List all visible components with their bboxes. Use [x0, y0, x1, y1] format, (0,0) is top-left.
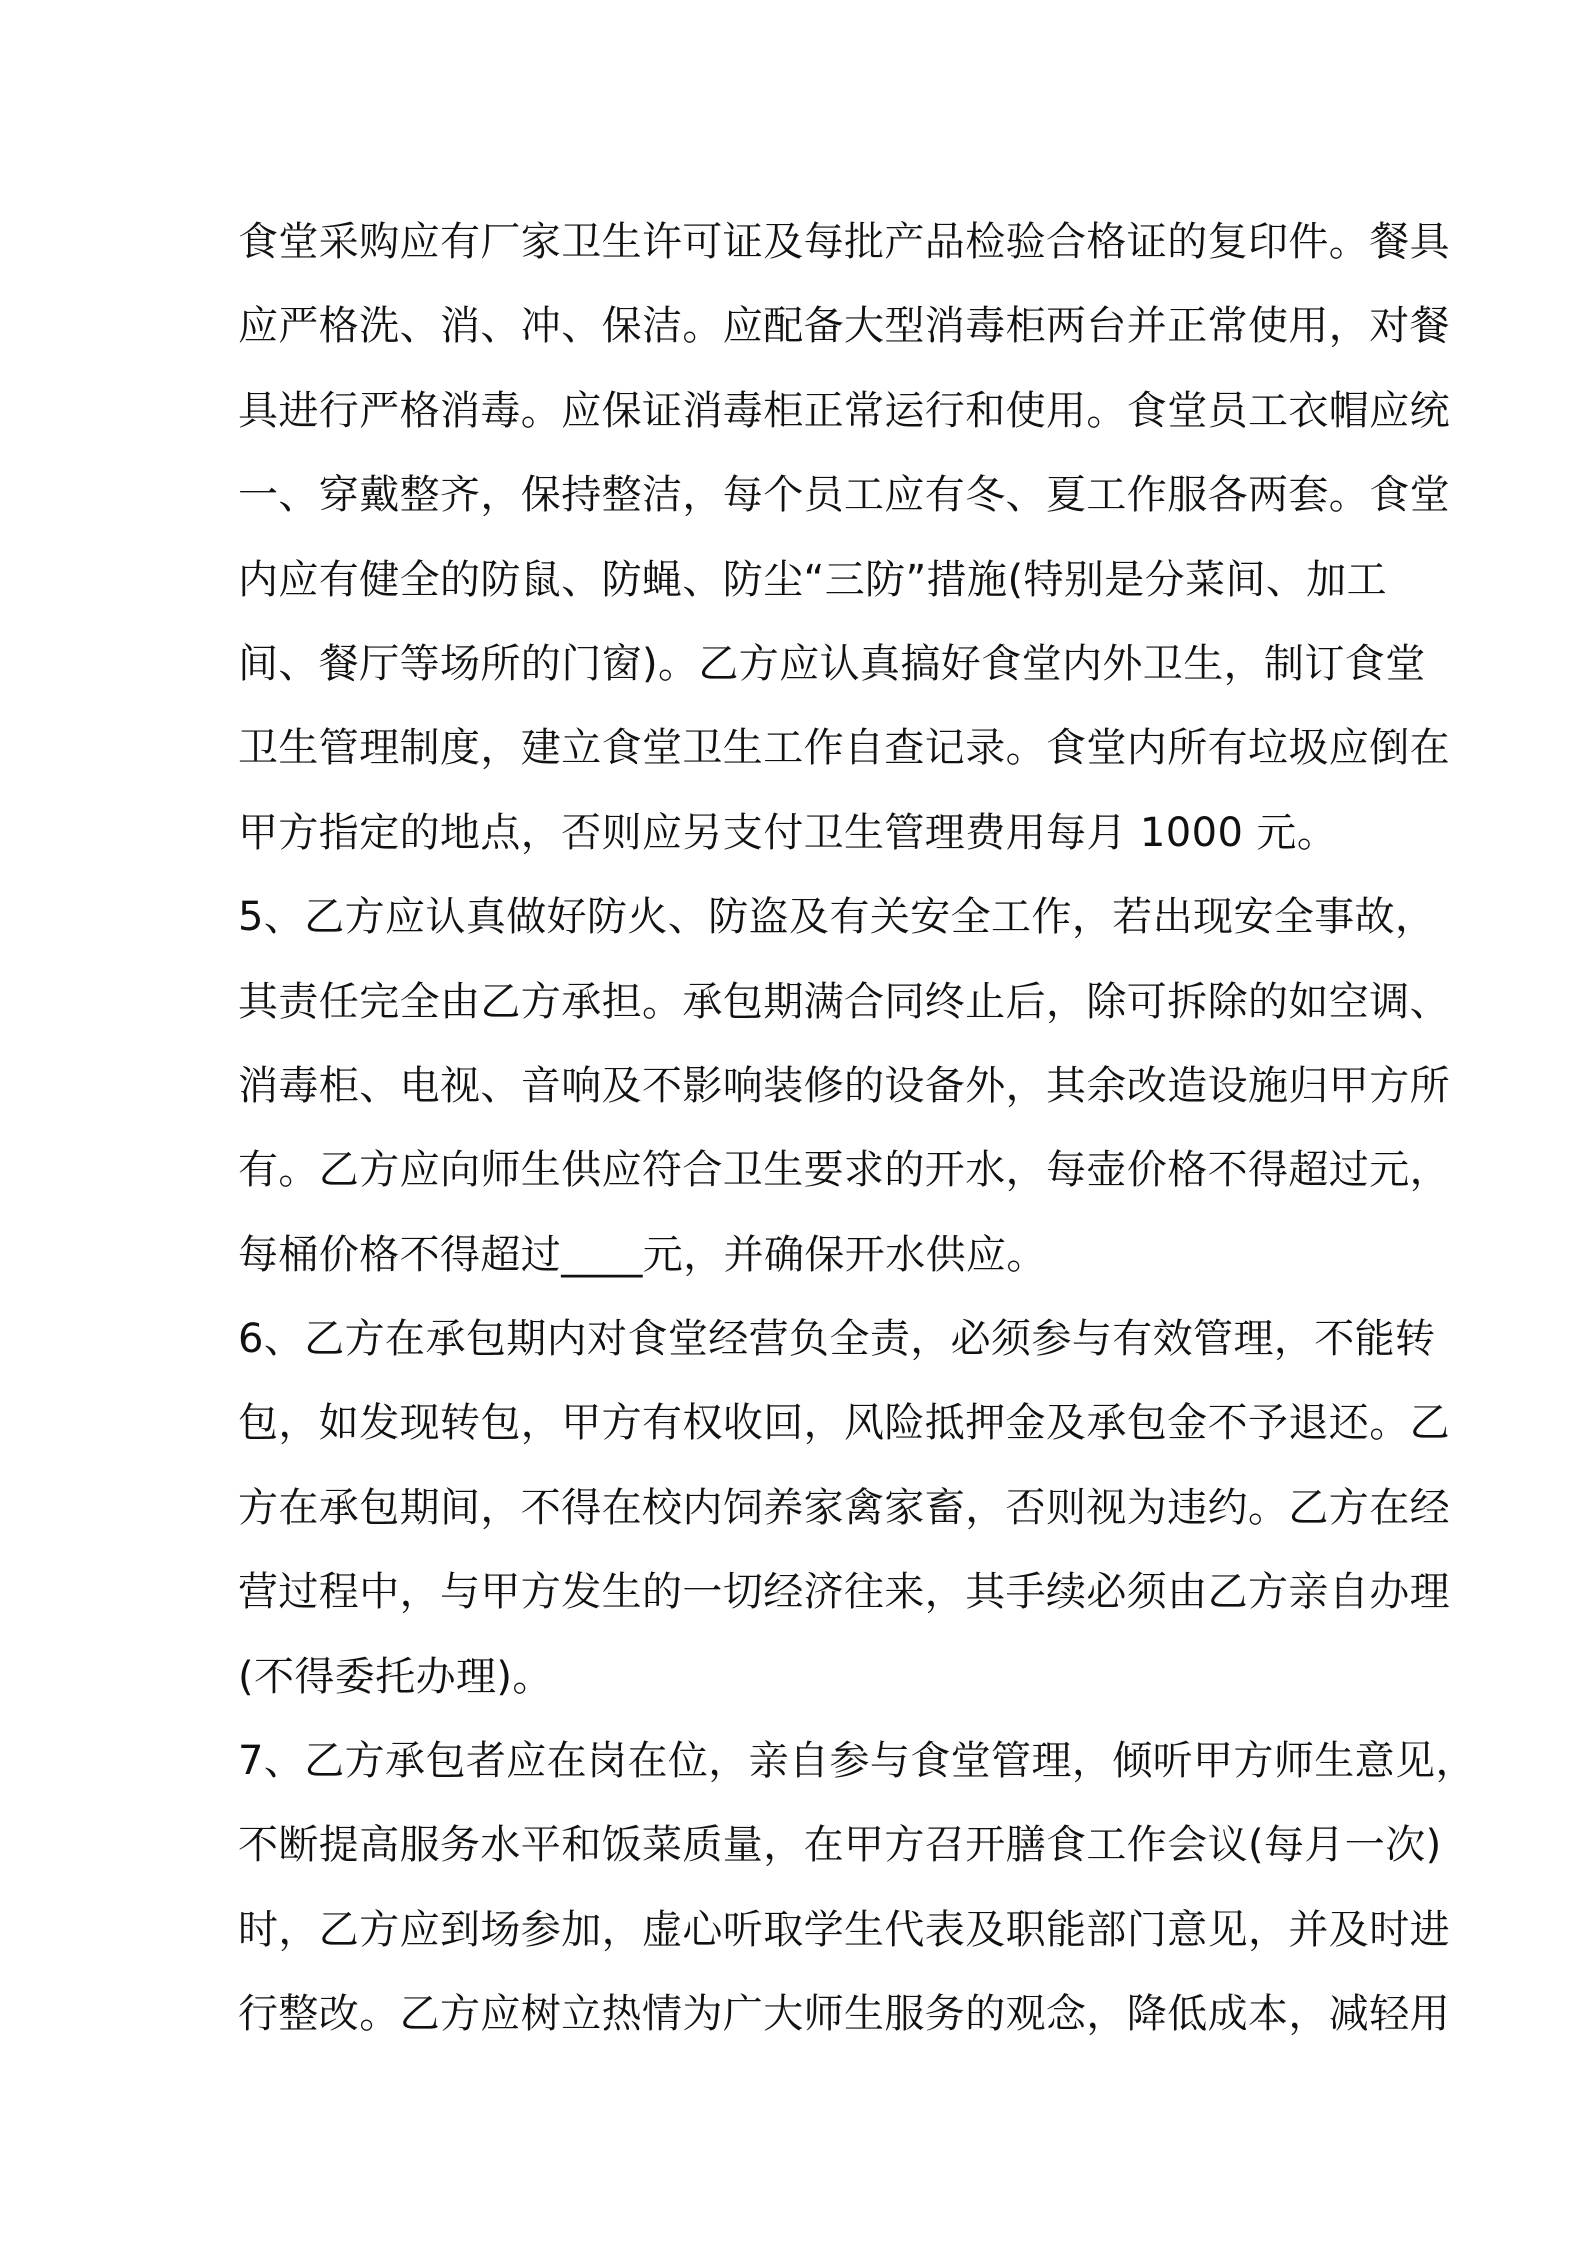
text-line: 内应有健全的防鼠、防蝇、防尘“三防”措施(特别是分菜间、加工 — [238, 556, 1388, 603]
text-line: 一、穿戴整齐，保持整洁，每个员工应有冬、夏工作服各两套。食堂 — [238, 472, 1450, 519]
text-line: 6、乙方在承包期内对食堂经营负全责，必须参与有效管理，不能转 — [238, 1316, 1436, 1363]
text-line: 包，如发现转包，甲方有权收回，风险抵押金及承包金不予退还。乙 — [238, 1400, 1450, 1447]
text-line: 7、乙方承包者应在岗在位，亲自参与食堂管理，倾听甲方师生意见， — [238, 1738, 1476, 1785]
text-line: 具进行严格消毒。应保证消毒柜正常运行和使用。食堂员工衣帽应统 — [238, 387, 1450, 434]
text-line: 应严格洗、消、冲、保洁。应配备大型消毒柜两台并正常使用，对餐 — [238, 303, 1450, 350]
text-line: 卫生管理制度，建立食堂卫生工作自查记录。食堂内所有垃圾应倒在 — [238, 725, 1450, 772]
text-line: 方在承包期间，不得在校内饲养家禽家畜，否则视为违约。乙方在经 — [238, 1484, 1450, 1531]
text-line: 间、餐厅等场所的门窗)。乙方应认真搞好食堂内外卫生，制订食堂 — [238, 640, 1426, 687]
text-line: 行整改。乙方应树立热情为广大师生服务的观念，降低成本，减轻用 — [238, 1991, 1450, 2038]
text-line: 有。乙方应向师生供应符合卫生要求的开水，每壶价格不得超过元， — [238, 1147, 1450, 1194]
text-line: 5、乙方应认真做好防火、防盗及有关安全工作，若出现安全事故， — [238, 894, 1436, 941]
text-line: 消毒柜、电视、音响及不影响装修的设备外，其余改造设施归甲方所 — [238, 1062, 1450, 1109]
text-line: 其责任完全由乙方承担。承包期满合同终止后，除可拆除的如空调、 — [238, 978, 1450, 1025]
text-line: 甲方指定的地点，否则应另支付卫生管理费用每月 1000 元。 — [238, 809, 1338, 856]
text-line: 不断提高服务水平和饭菜质量，在甲方召开膳食工作会议(每月一次) — [238, 1822, 1442, 1869]
text-line: 食堂采购应有厂家卫生许可证及每批产品检验合格证的复印件。餐具 — [238, 219, 1450, 265]
text-line: (不得委托办理)。 — [238, 1653, 553, 1700]
text-line: 每桶价格不得超过____元，并确保开水供应。 — [238, 1231, 1047, 1278]
text-line: 营过程中，与甲方发生的一切经济往来，其手续必须由乙方亲自办理 — [238, 1569, 1450, 1616]
body-text — [238, 200, 1476, 2057]
text-line: 时，乙方应到场参加，虚心听取学生代表及职能部门意见，并及时进 — [238, 1906, 1450, 1953]
